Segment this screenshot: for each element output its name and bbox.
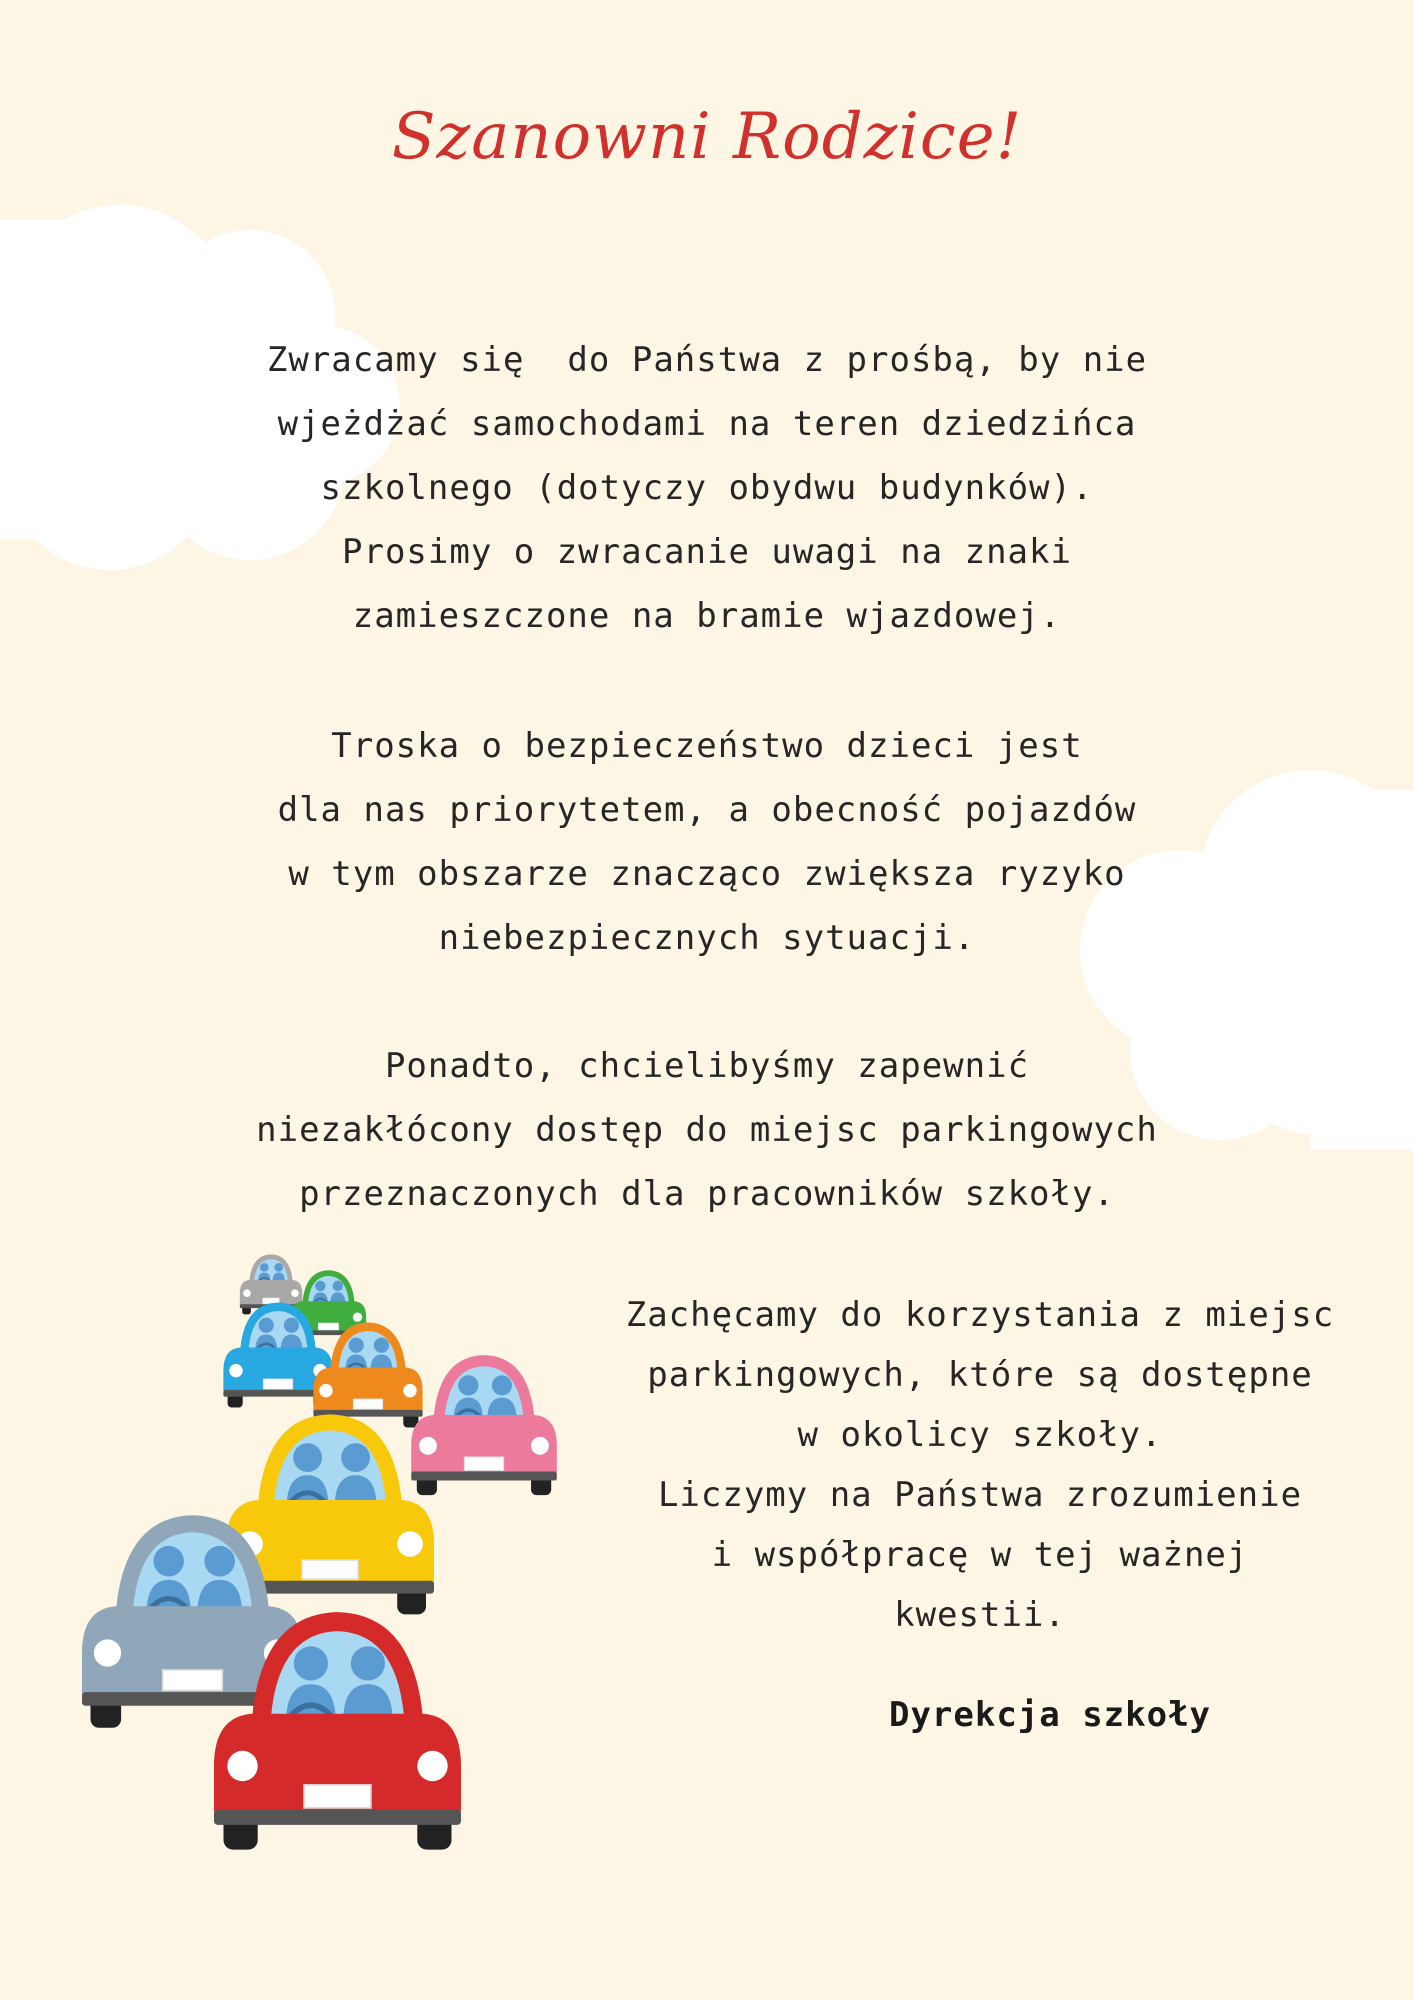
car-orange: [313, 1323, 422, 1428]
paragraph-line: Zwracamy się do Państwa z prośbą, by nie: [266, 340, 1148, 380]
paragraph-line: kwestii.: [894, 1595, 1066, 1635]
car-pink: [411, 1355, 557, 1495]
paragraph-line: parkingowych, które są dostępne: [647, 1355, 1313, 1395]
paragraph-line: Troska o bezpieczeństwo dzieci jest: [331, 726, 1083, 766]
paragraph-line: niezakłócony dostęp do miejsc parkingowych: [256, 1110, 1158, 1150]
paragraph-line: Prosimy o zwracanie uwagi na znaki: [342, 532, 1072, 572]
paragraph-line: zamieszczone na bramie wjazdowej.: [352, 596, 1062, 636]
paragraph-line: szkolnego (dotyczy obydwu budynków).: [320, 468, 1094, 508]
paragraph-1: [187, 328, 1227, 648]
paragraph-line: i współpracę w tej ważnej: [711, 1535, 1249, 1575]
paragraph-line: Liczymy na Państwa zrozumienie: [657, 1475, 1303, 1515]
paragraph-line: przeznaczonych dla pracowników szkoły.: [299, 1174, 1115, 1214]
paragraph-4: [600, 1285, 1360, 1645]
paragraph-3: [187, 1034, 1227, 1226]
paragraph-2: [187, 714, 1227, 970]
page-title: Szanowni Rodzice!: [391, 100, 1023, 174]
paragraph-line: wjeżdżać samochodami na teren dziedzińca: [277, 404, 1137, 444]
paragraph-line: w okolicy szkoły.: [797, 1415, 1163, 1455]
traffic-jam-illustration: [60, 1240, 600, 1880]
paragraph-line: niebezpiecznych sytuacji.: [438, 918, 976, 958]
paragraph-line: Zachęcamy do korzystania z miejsc: [625, 1295, 1335, 1335]
paragraph-line: Ponadto, chcielibyśmy zapewnić: [384, 1046, 1030, 1086]
paragraph-line: w tym obszarze znacząco zwiększa ryzyko: [288, 854, 1126, 894]
paragraph-line: dla nas priorytetem, a obecność pojazdów: [277, 790, 1137, 830]
signature: Dyrekcja szkoły: [888, 1695, 1212, 1735]
